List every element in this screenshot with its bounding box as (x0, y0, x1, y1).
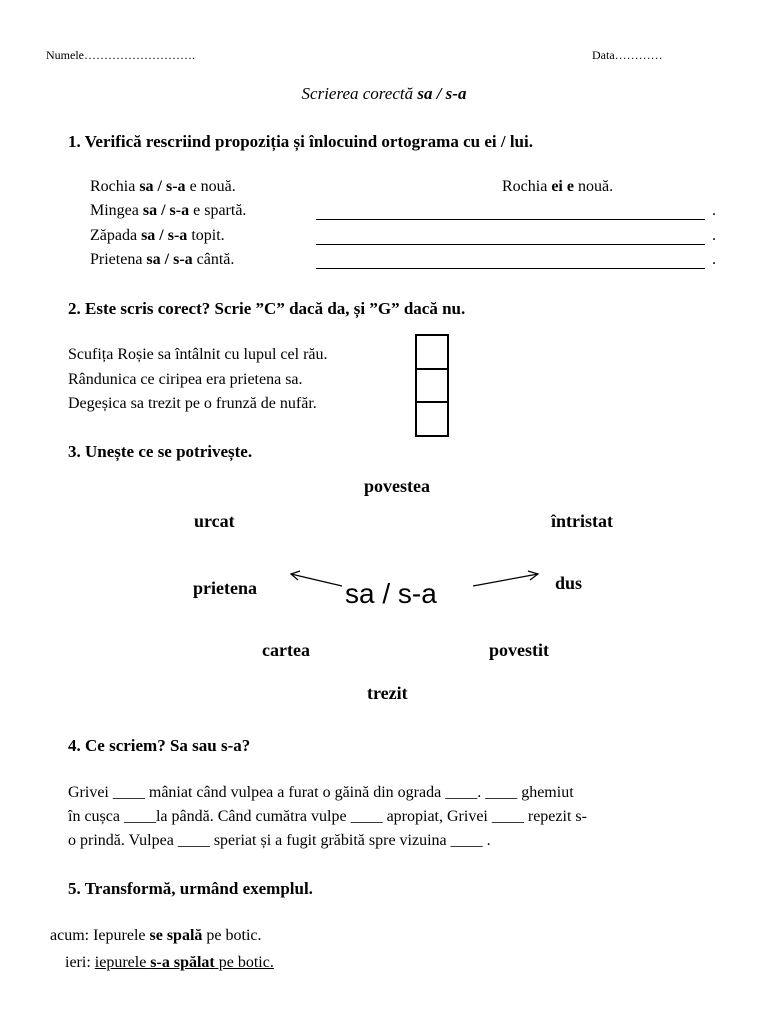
ex1-row-3-ortho: sa / s-a (141, 227, 188, 244)
title-bold-text: sa / s-a (417, 84, 467, 103)
ex1-row-2-pre: Mingea (90, 202, 143, 219)
ex5-now-pre: Iepurele (93, 927, 150, 944)
ex1-row-1-ortho: sa / s-a (139, 178, 186, 195)
ex1-row-2-ortho: sa / s-a (142, 202, 190, 219)
exercise-5-heading: 5. Transformă, urmând exemplul. (68, 879, 313, 898)
ex1-row-1-post: e nouă. (185, 178, 236, 195)
ex2-sentence-2: Rândunica ce ciripea era prietena sa. (68, 371, 303, 388)
title-text: Scrierea corectă (301, 84, 418, 103)
ex5-now-bold: se spală (149, 927, 203, 944)
ex1-dot-4: . (712, 251, 716, 268)
arrow-right-icon (473, 571, 538, 586)
ex1-example-bold: ei e (551, 178, 574, 195)
center-orthogram: sa / s-a (345, 578, 437, 609)
ex5-now-post: pe botic. (202, 927, 262, 944)
ex5-past-post: pe botic. (214, 954, 274, 971)
ex1-row-4-post: cântă. (192, 251, 235, 268)
exercise-3-heading: 3. Unește ce se potrivește. (68, 442, 253, 461)
ex1-dot-3: . (712, 227, 716, 244)
ex1-example-post: nouă. (573, 178, 614, 195)
name-field-label: Numele………………………. (46, 48, 195, 62)
ex5-past-label: ieri: (65, 954, 95, 971)
word-povestea[interactable]: povestea (364, 476, 430, 496)
exercise-2-heading: 2. Este scris corect? Scrie ”C” dacă da, și ”G” dacă nu. (68, 299, 466, 318)
ex5-past-bold: s-a spălat (150, 954, 215, 971)
word-povestit[interactable]: povestit (489, 640, 549, 660)
date-field-label: Data………… (592, 48, 663, 62)
word-urcat[interactable]: urcat (194, 511, 235, 531)
exercise-1-heading: 1. Verifică rescriind propoziția și înlocuind ortograma cu ei / lui. (68, 132, 533, 151)
exercise-4-heading: 4. Ce scriem? Sa sau s-a? (68, 736, 251, 755)
ex1-row-3-post: topit. (187, 227, 225, 244)
ex5-now-line (50, 927, 262, 945)
ex5-past-line (65, 954, 274, 972)
ex1-dot-2: . (712, 202, 716, 219)
ex5-now-label: acum: (50, 927, 94, 944)
ex1-row-1-pre: Rochia (90, 178, 140, 195)
ex1-row-4-pre: Prietena (90, 251, 147, 268)
ex1-row-4-ortho: sa / s-a (146, 251, 193, 268)
word-prietena[interactable]: prietena (193, 578, 257, 598)
ex2-sentence-3: Degeșica sa trezit pe o frunză de nufăr. (68, 395, 317, 412)
ex5-past-answer (95, 954, 274, 971)
ex1-row-3-pre: Zăpada (90, 227, 142, 244)
word-trezit[interactable]: trezit (367, 683, 408, 703)
word-intristat[interactable]: întristat (551, 511, 613, 531)
word-cartea[interactable]: cartea (262, 640, 310, 660)
ex4-line-3: o prindă. Vulpea ____ speriat și a fugit grăbită spre vizuina ____ . (68, 832, 491, 849)
ex1-row-2-post: e spartă. (189, 202, 247, 219)
word-dus[interactable]: dus (555, 573, 583, 593)
arrow-left-icon (291, 571, 342, 586)
ex5-past-pre: iepurele (94, 954, 151, 971)
ex4-line-1: Grivei ____ mâniat când vulpea a furat o găină din ograda ____. ____ ghemiut (68, 784, 574, 801)
ex4-line-2: în cușca ____la pândă. Când cumătra vulpe ____ apropiat, Grivei ____ repezit s- (68, 808, 587, 825)
ex2-sentence-1: Scufița Roșie sa întâlnit cu lupul cel rău. (68, 346, 328, 363)
ex1-example-pre: Rochia (502, 178, 552, 195)
